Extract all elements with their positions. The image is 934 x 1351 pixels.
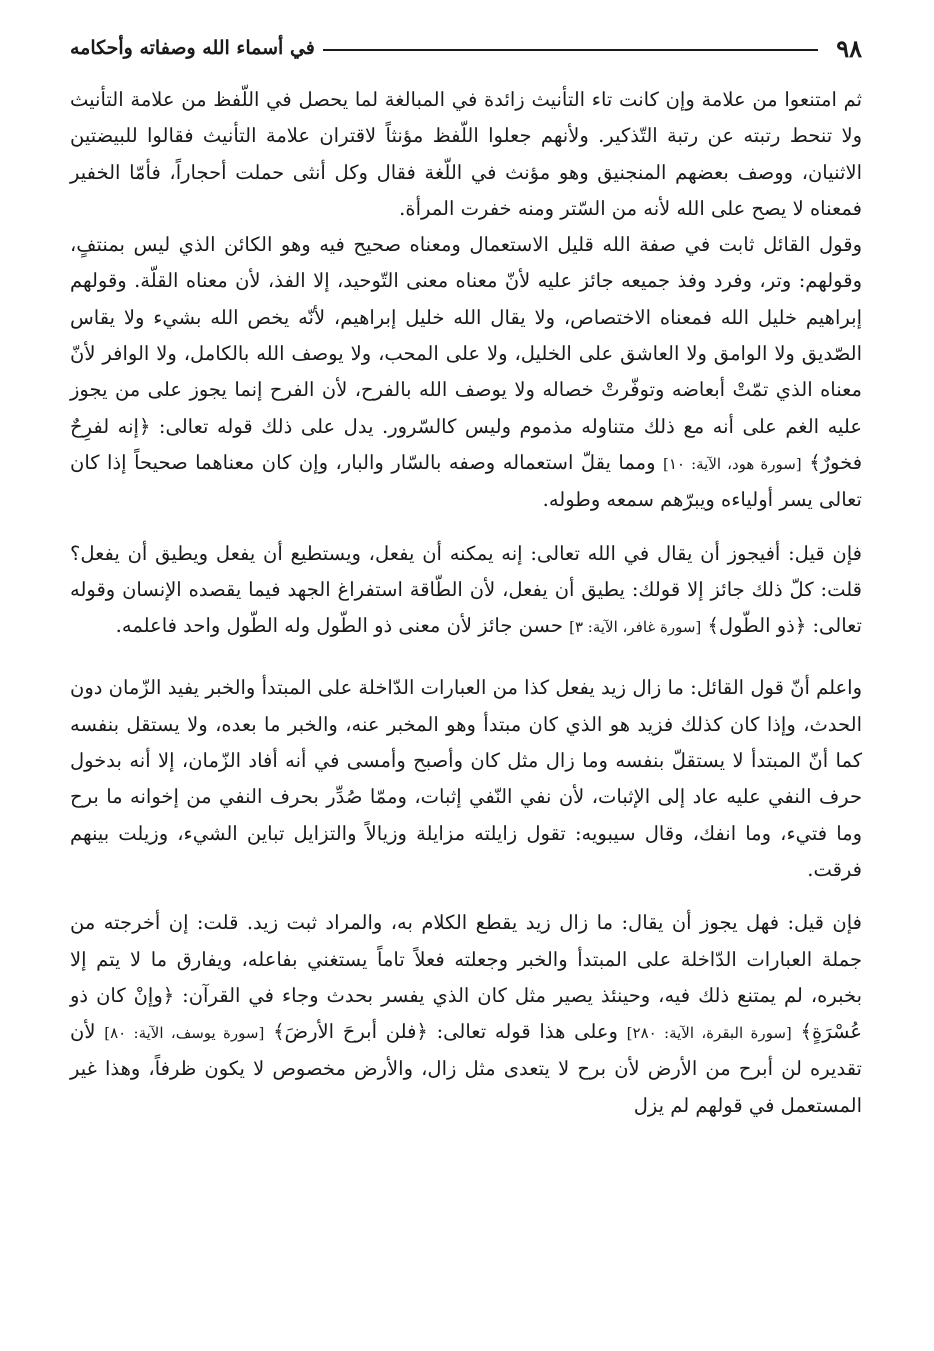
paragraph: [70, 227, 862, 518]
running-header: [70, 28, 862, 68]
book-page: [70, 28, 862, 1124]
body-text: [70, 82, 862, 1124]
running-title: في أسماء الله وصفاته وأحكامه: [70, 37, 315, 59]
paragraph-text: ثم امتنعوا من علامة وإن كانت تاء التأنيث زائدة في المبالغة لما يحصل في اللّفظ من علامة التأنيث ولا تنحط رتبته عن رتبة التّذكير. ولأنهم جعلوا اللّفظ مؤنثاً لاقتران علامة التأنيث فقالوا للبيضتين الاثنيان، ووصف بعضهم المنجنيق وهو مؤنث في اللّغة فقال وكل أنثى حملت أحجاراً، فأمّا الخفير فمعناه لا يصح على الله لأنه من السّتر ومنه خفرت المرأة.: [70, 88, 862, 220]
paragraph-text: ومما يقلّ استعماله وصفه بالسّار والبار، وإن كان معناهما صحيحاً إذا كان تعالى يسر أولياءه ويبرّهم سمعه وطوله.: [70, 450, 862, 512]
paragraph-text: وقول القائل ثابت في صفة الله قليل الاستعمال ومعناه صحيح فيه وهو الكائن الذي ليس بمنتفٍ، وقولهم: وتر، وفرد وفذ جميعه جائز عليه لأنّ معناه معنى التّوحيد، إلا الفذ، لأن معناه القلّة. وقولهم إبراهيم خليل الله فمعناه الاختصاص، ولا يقال الله خليل إبراهيم، لأنّه يخص الله بشيء ولا يقاس الصّديق ولا الوامق ولا العاشق على الخليل، ولا على المحب، ولا يوصف الله بالكامل، ولا الوافر لأنّ معناه الذي تمّتْ أبعاضه وتوفّرتْ خصاله ولا يوصف الله بالفرح، لأن الفرح إنما يجوز على من يجوز عليه الغم على أنه مع ذلك متناوله مذموم وليس كالسّرور. يدل على ذلك قوله تعالى: ﴿إنه لفرِحٌ فخورٌ﴾: [70, 233, 863, 474]
paragraph-text: فإن قيل: أفيجوز أن يقال في الله تعالى: إنه يمكنه أن يفعل، ويستطيع أن يفعل ويطيق أن يفعل؟ قلت: كلّ ذلك جائز إلا قولك: يطيق أن يفعل، لأن الطّاقة استفراغ الجهد فيما يقصده الإنسان وقوله تعالى: ﴿ذو الطّول﴾: [70, 541, 862, 638]
header-rule: [323, 49, 818, 51]
quran-citation: [سورة غافر، الآية: ٣]: [569, 618, 702, 637]
paragraph-text: فإن قيل: فهل يجوز أن يقال: ما زال زيد يقطع الكلام به، والمراد ثبت زيد. قلت: إن أخرجته من جملة العبارات الدّاخلة على المبتدأ والخبر وجعلته فعلاً تاماً يستغني بفاعله، ويفارق ما لا يتم إلا بخبره، لم يمتنع ذلك فيه، وحينئذ يصير مثل كان الذي يفسر بحدث وجاء في القرآن: ﴿وإنْ كان ذو عُسْرَةٍ﴾: [70, 911, 862, 1044]
paragraph-text: حسن جائز لأن معنى ذو الطّول وله الطّول واحد فاعلمه.: [115, 614, 563, 638]
paragraph: [70, 536, 862, 646]
page-number: ٩٨: [836, 33, 862, 63]
paragraph-text: لأن تقديره لن أبرح من الأرض لأن برح لا يتعدى مثل زال، والأرض مخصوص لا يكون ظرفاً، وهذا غير المستعمل في قولهم لم يزل: [70, 1020, 862, 1117]
paragraph: [70, 82, 862, 227]
quran-citation: [سورة هود، الآية: ١٠]: [663, 454, 802, 473]
quran-citation: [سورة يوسف، الآية: ٨٠]: [104, 1024, 265, 1043]
paragraph: [70, 670, 862, 888]
paragraph-text: وعلى هذا قوله تعالى: ﴿فلن أبرحَ الأرضَ﴾: [273, 1020, 618, 1044]
paragraph-text: واعلم أنّ قول القائل: ما زال زيد يفعل كذا من العبارات الدّاخلة على المبتدأ والخبر يفيد الزّمان دون الحدث، وإذا كان كذلك فزيد هو الذي كان مبتدأ وهو المخبر عنه، والخبر ما بعده، ولا يستقل بنفسه كما أنّ المبتدأ لا يستقلّ بنفسه وما زال مثل كان وأصبح وأمسى في أنه أفاد الزّمان، إلا أنه بدخول حرف النفي عليه عاد إلى الإثبات، لأن نفي النّفي إثبات، وممّا صُدِّر بحرف النفي من إخوانه ما برح وما فتيء، وما انفك، وقال سيبويه: تقول زايلته مزايلة وزيالاً والتزايل تباين الشيء، وزيلت بينهم فرقت.: [70, 676, 862, 881]
quran-citation: [سورة البقرة، الآية: ٢٨٠]: [626, 1024, 792, 1043]
paragraph: [70, 905, 862, 1124]
